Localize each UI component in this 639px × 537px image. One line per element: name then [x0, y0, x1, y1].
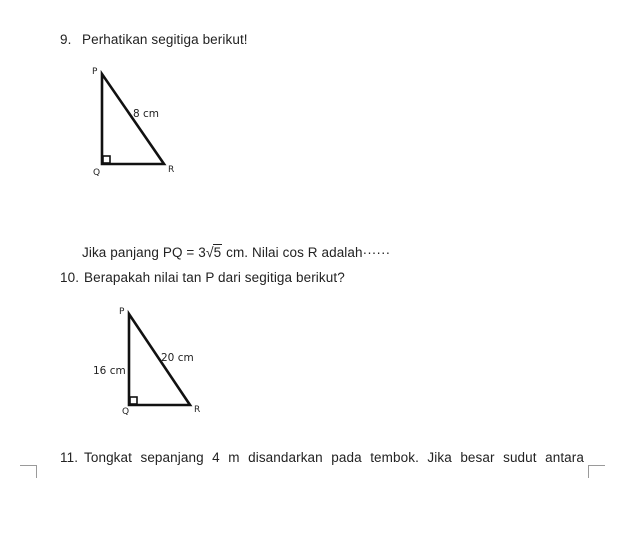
margin-corner-mark-left [20, 465, 37, 478]
side-pr-label: 20 cm [161, 352, 194, 364]
triangle-figure-10 [88, 302, 218, 422]
right-angle-marker [130, 397, 137, 404]
square-root [206, 244, 222, 260]
radicand: 5 [213, 245, 222, 260]
follow-up-after: cm. Nilai cos R adalah······ [222, 245, 391, 260]
question-11-number: 11. [60, 450, 79, 465]
right-angle-marker [103, 156, 110, 163]
radical-sign-icon: √ [205, 244, 214, 260]
vertex-r-label: R [194, 405, 201, 415]
question-11 [60, 450, 584, 465]
side-pr-label: 8 cm [133, 108, 160, 120]
vertex-q-label: Q [122, 407, 130, 417]
question-11-text: Tongkat sepanjang 4 m disandarkan pada tembok. Jika besar sudut antara [84, 450, 584, 465]
vertex-q-label: Q [93, 168, 101, 178]
vertex-p-label: P [119, 307, 125, 317]
question-9-follow-up [82, 244, 390, 260]
question-10 [60, 270, 345, 285]
margin-corner-mark-right [588, 465, 605, 478]
vertex-p-label: P [92, 67, 98, 77]
vertex-r-label: R [168, 165, 175, 175]
question-9-number: 9. [60, 32, 72, 47]
question-9-text: Perhatikan segitiga berikut! [82, 32, 248, 47]
side-pq-label: 16 cm [93, 365, 126, 377]
follow-up-before: Jika panjang PQ = 3 [82, 245, 206, 260]
question-9 [60, 32, 248, 47]
question-10-number: 10. [60, 270, 80, 285]
triangle-figure-9 [80, 62, 190, 182]
question-10-text: Berapakah nilai tan P dari segitiga berikut? [84, 270, 345, 285]
